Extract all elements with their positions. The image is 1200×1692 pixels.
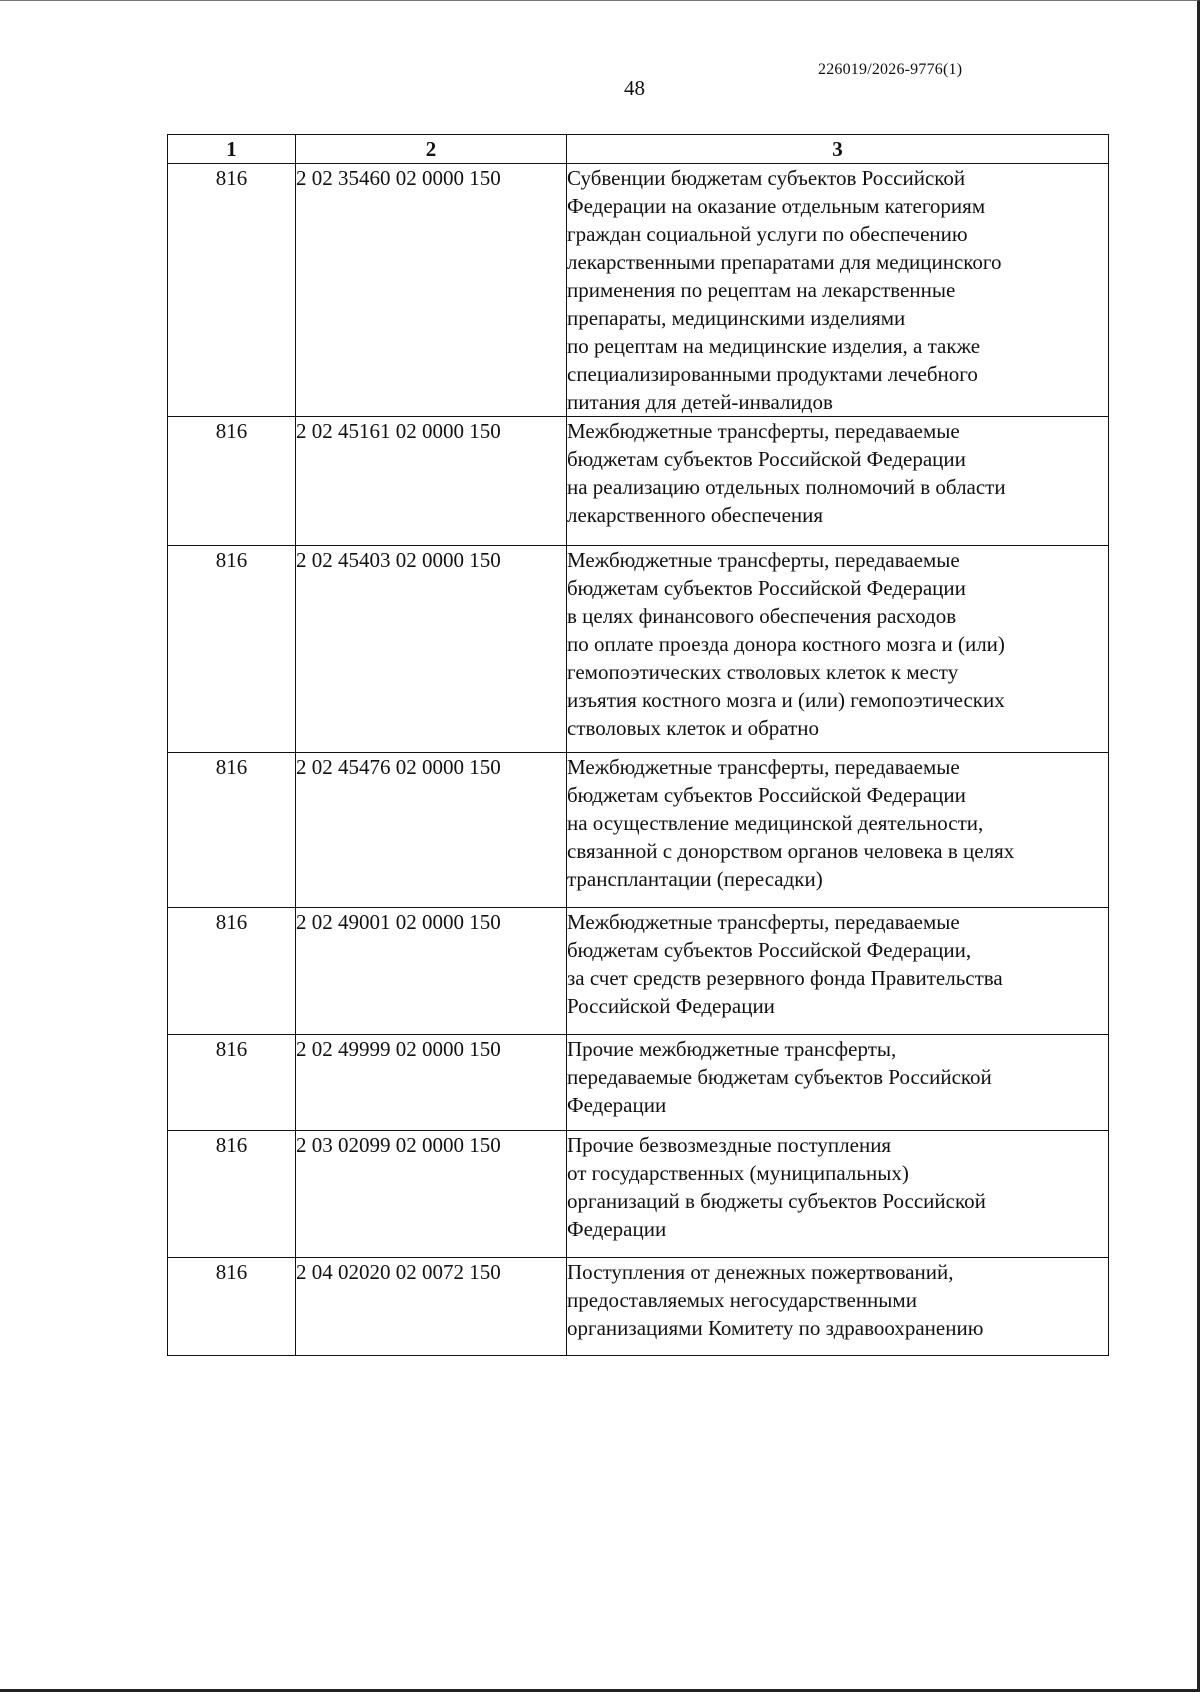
description-line: Межбюджетные трансферты, передаваемые bbox=[567, 548, 960, 572]
description-line: Межбюджетные трансферты, передаваемые bbox=[567, 910, 960, 934]
description-line: питания для детей-инвалидов bbox=[567, 390, 833, 414]
budget-code-cell: 2 04 02020 02 0072 150 bbox=[296, 1258, 567, 1356]
document-number: 226019/2026-9776(1) bbox=[818, 61, 963, 78]
budget-code-cell: 2 02 49001 02 0000 150 bbox=[296, 908, 567, 1035]
description-line: за счет средств резервного фонда Правительства bbox=[567, 966, 1003, 990]
budget-code-cell: 2 02 45161 02 0000 150 bbox=[296, 417, 567, 546]
admin-code-cell: 816 bbox=[168, 753, 296, 908]
description-line: бюджетам субъектов Российской Федерации, bbox=[567, 938, 972, 962]
budget-code-cell: 2 02 45476 02 0000 150 bbox=[296, 753, 567, 908]
description-cell bbox=[567, 164, 1109, 417]
budget-code-cell: 2 03 02099 02 0000 150 bbox=[296, 1131, 567, 1258]
table-body bbox=[168, 164, 1109, 1356]
admin-code-cell: 816 bbox=[168, 908, 296, 1035]
table-row bbox=[168, 417, 1109, 546]
description-line: бюджетам субъектов Российской Федерации bbox=[567, 447, 966, 471]
description-line: Федерации bbox=[567, 1093, 667, 1117]
description-line: организациями Комитету по здравоохранению bbox=[567, 1316, 984, 1340]
budget-code-cell: 2 02 49999 02 0000 150 bbox=[296, 1035, 567, 1131]
table-row bbox=[168, 753, 1109, 908]
table-row bbox=[168, 164, 1109, 417]
description-line: Федерации на оказание отдельным категориям bbox=[567, 194, 986, 218]
description-line: организаций в бюджеты субъектов Российской bbox=[567, 1189, 986, 1213]
description-line: лекарственными препаратами для медицинского bbox=[567, 250, 1002, 274]
description-line: Субвенции бюджетам субъектов Российской bbox=[567, 166, 966, 190]
description-line: гемопоэтических стволовых клеток к месту bbox=[567, 660, 959, 684]
description-line: специализированными продуктами лечебного bbox=[567, 362, 978, 386]
description-cell bbox=[567, 1258, 1109, 1356]
description-cell bbox=[567, 417, 1109, 546]
admin-code-cell: 816 bbox=[168, 1131, 296, 1258]
description-line: бюджетам субъектов Российской Федерации bbox=[567, 783, 966, 807]
description-line: от государственных (муниципальных) bbox=[567, 1161, 909, 1185]
admin-code-cell: 816 bbox=[168, 546, 296, 753]
description-line: Межбюджетные трансферты, передаваемые bbox=[567, 419, 960, 443]
description-line: Прочие межбюджетные трансферты, bbox=[567, 1037, 897, 1061]
description-line: граждан социальной услуги по обеспечению bbox=[567, 222, 968, 246]
page-number: 48 bbox=[624, 76, 645, 100]
description-cell bbox=[567, 908, 1109, 1035]
column-header-2: 2 bbox=[296, 135, 567, 164]
description-line: стволовых клеток и обратно bbox=[567, 716, 819, 740]
budget-codes-table bbox=[167, 134, 1109, 1356]
table-row bbox=[168, 1131, 1109, 1258]
description-line: по рецептам на медицинские изделия, а также bbox=[567, 334, 981, 358]
description-line: на реализацию отдельных полномочий в области bbox=[567, 475, 1006, 499]
table-row bbox=[168, 1035, 1109, 1131]
description-line: бюджетам субъектов Российской Федерации bbox=[567, 576, 966, 600]
description-line: Федерации bbox=[567, 1217, 667, 1241]
table-row bbox=[168, 908, 1109, 1035]
budget-code-cell: 2 02 45403 02 0000 150 bbox=[296, 546, 567, 753]
description-cell bbox=[567, 1131, 1109, 1258]
description-line: на осуществление медицинской деятельности, bbox=[567, 811, 984, 835]
description-line: Российской Федерации bbox=[567, 994, 775, 1018]
description-line: передаваемые бюджетам субъектов Российской bbox=[567, 1065, 992, 1089]
table-header-row bbox=[168, 135, 1109, 164]
column-header-1: 1 bbox=[168, 135, 296, 164]
table-row bbox=[168, 546, 1109, 753]
admin-code-cell: 816 bbox=[168, 1035, 296, 1131]
description-cell bbox=[567, 753, 1109, 908]
admin-code-cell: 816 bbox=[168, 1258, 296, 1356]
admin-code-cell: 816 bbox=[168, 164, 296, 417]
description-line: применения по рецептам на лекарственные bbox=[567, 278, 956, 302]
description-line: изъятия костного мозга и (или) гемопоэтических bbox=[567, 688, 1005, 712]
description-line: Поступления от денежных пожертвований, bbox=[567, 1260, 954, 1284]
table-header bbox=[168, 135, 1109, 164]
admin-code-cell: 816 bbox=[168, 417, 296, 546]
description-line: препараты, медицинскими изделиями bbox=[567, 306, 906, 330]
description-cell bbox=[567, 546, 1109, 753]
description-line: в целях финансового обеспечения расходов bbox=[567, 604, 957, 628]
description-line: по оплате проезда донора костного мозга и (или) bbox=[567, 632, 1005, 656]
description-line: лекарственного обеспечения bbox=[567, 503, 824, 527]
description-cell bbox=[567, 1035, 1109, 1131]
description-line: Прочие безвозмездные поступления bbox=[567, 1133, 892, 1157]
description-line: Межбюджетные трансферты, передаваемые bbox=[567, 755, 960, 779]
column-header-3: 3 bbox=[567, 135, 1109, 164]
description-line: трансплантации (пересадки) bbox=[567, 867, 823, 891]
description-line: предоставляемых негосударственными bbox=[567, 1288, 917, 1312]
budget-code-cell: 2 02 35460 02 0000 150 bbox=[296, 164, 567, 417]
description-line: связанной с донорством органов человека в целях bbox=[567, 839, 1015, 863]
table-row bbox=[168, 1258, 1109, 1356]
